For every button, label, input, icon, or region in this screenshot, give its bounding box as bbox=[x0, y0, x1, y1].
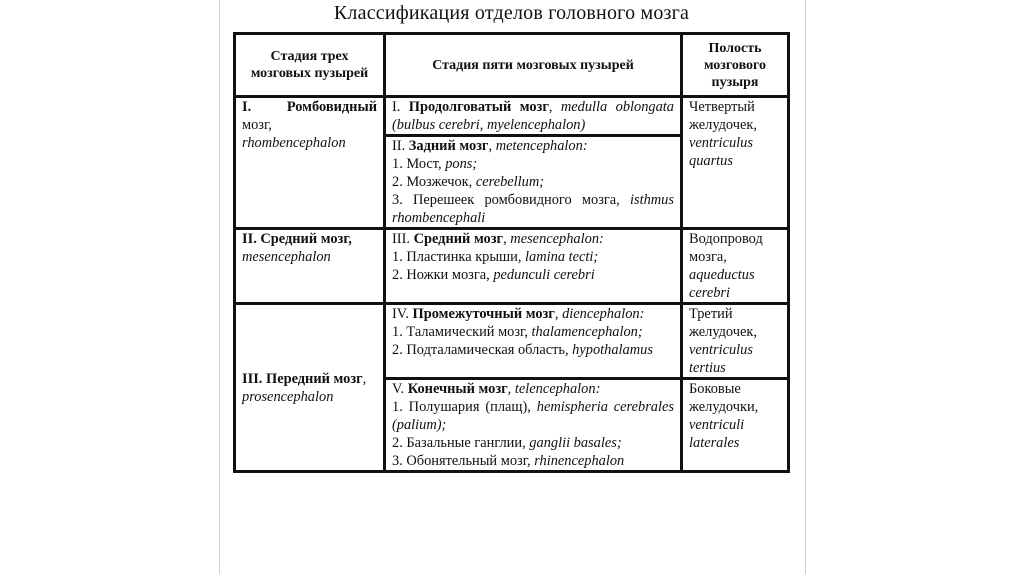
list-item: 3. Перешеек ромбовидного мозга, isthmus rhombencephali bbox=[392, 192, 674, 226]
stage-plain: мозг, bbox=[242, 117, 272, 133]
header-row bbox=[235, 34, 789, 97]
division-name: Задний мозг bbox=[408, 138, 489, 154]
five-vesicle-cell: I. Продолговатый мозг, medulla oblongata (bulbus cerebri, myelencephalon) bbox=[385, 97, 682, 136]
cavity-cell bbox=[682, 229, 789, 304]
list-item: 1. Мост, pons; bbox=[392, 156, 478, 172]
division-latin: diencephalon: bbox=[562, 306, 645, 322]
list-item: 3. Обонятельный мозг, rhinencephalon bbox=[392, 453, 625, 469]
cavity-cell bbox=[682, 304, 789, 379]
table-row bbox=[235, 304, 789, 379]
five-vesicle-cell: III. Средний мозг, mesencephalon: 1. Пластинка крыши, lamina tecti; 2. Ножки мозга, pedunculi cerebri bbox=[385, 229, 682, 304]
header-cavity: Полость мозгового пузыря bbox=[682, 34, 789, 97]
table-row bbox=[235, 229, 789, 304]
five-vesicle-cell: II. Задний мозг, metencephalon: 1. Мост, pons; 2. Мозжечок, cerebellum; 3. Перешеек ромбовидного мозга, isthmus rhombencephali bbox=[385, 136, 682, 229]
document-title: Классификация отделов головного мозга bbox=[333, 2, 690, 24]
division-latin: mesencephalon: bbox=[510, 231, 604, 247]
division-latin: medulla oblongata (bulbus cerebri, myelencephalon) bbox=[392, 99, 674, 133]
list-item: 2. Ножки мозга, pedunculi cerebri bbox=[392, 267, 595, 283]
header-five-vesicles: Стадия пяти мозговых пузырей bbox=[385, 34, 682, 97]
classification-table bbox=[233, 32, 790, 473]
division-latin: telencephalon: bbox=[514, 381, 601, 397]
stage-latin: rhombencephalon bbox=[242, 135, 346, 151]
cavity-name: Водопровод мозга, bbox=[689, 231, 763, 265]
list-item: 2. Подталамическая область, hypothalamus bbox=[392, 342, 653, 358]
cavity-latin: ventriculus tertius bbox=[689, 342, 753, 376]
cavity-latin: ventriculus quartus bbox=[689, 135, 753, 169]
list-item: 1. Таламический мозг, thalamencephalon; bbox=[392, 324, 643, 340]
cavity-latin: ventriculi laterales bbox=[689, 417, 745, 451]
cavity-cell bbox=[682, 379, 789, 472]
list-item: 2. Базальные ганглии, ganglii basales; bbox=[392, 435, 622, 451]
five-vesicle-cell: V. Конечный мозг, telencephalon: 1. Полушария (плащ), hemispheria cerebrales (palium); 2. Базальные ганглии, ganglii basales; 3. Обонятельный мозг, rhinencephalon bbox=[385, 379, 682, 472]
cavity-name: Третий желудочек, bbox=[689, 306, 757, 340]
division-name: Продолговатый мозг bbox=[408, 99, 549, 115]
division-latin: metencephalon: bbox=[495, 138, 588, 154]
table-row bbox=[235, 97, 789, 136]
list-item: 1. Пластинка крыши, lamina tecti; bbox=[392, 249, 599, 265]
three-vesicle-cell bbox=[235, 97, 385, 229]
three-vesicle-cell bbox=[235, 229, 385, 304]
cavity-name: Боковые желудочки, bbox=[689, 381, 759, 415]
cavity-cell bbox=[682, 97, 789, 229]
cavity-latin: aqueductus cerebri bbox=[689, 267, 755, 301]
header-three-vesicles: Стадия трех мозговых пузырей bbox=[235, 34, 385, 97]
division-name: Конечный мозг bbox=[407, 381, 508, 397]
stage-name: III. Передний мозг bbox=[242, 370, 363, 387]
stage-latin: mesencephalon bbox=[242, 249, 331, 265]
stage-name: I. Ромбовидный bbox=[242, 99, 377, 115]
division-name: Средний мозг bbox=[413, 231, 504, 247]
division-name: Промежуточный мозг bbox=[412, 306, 555, 322]
five-vesicle-cell: IV. Промежуточный мозг, diencephalon: 1. Таламический мозг, thalamencephalon; 2. Подталамическая область, hypothalamus bbox=[385, 304, 682, 379]
three-vesicle-cell: III. Передний мозг, prosencephalon bbox=[235, 304, 385, 472]
cavity-name: Четвертый желудочек, bbox=[689, 99, 757, 133]
list-item: 2. Мозжечок, cerebellum; bbox=[392, 174, 545, 190]
list-item: 1. Полушария (плащ), hemispheria cerebrales (palium); bbox=[392, 399, 674, 433]
stage-latin: prosencephalon bbox=[242, 388, 334, 405]
stage-name: II. Средний мозг, bbox=[242, 231, 352, 247]
